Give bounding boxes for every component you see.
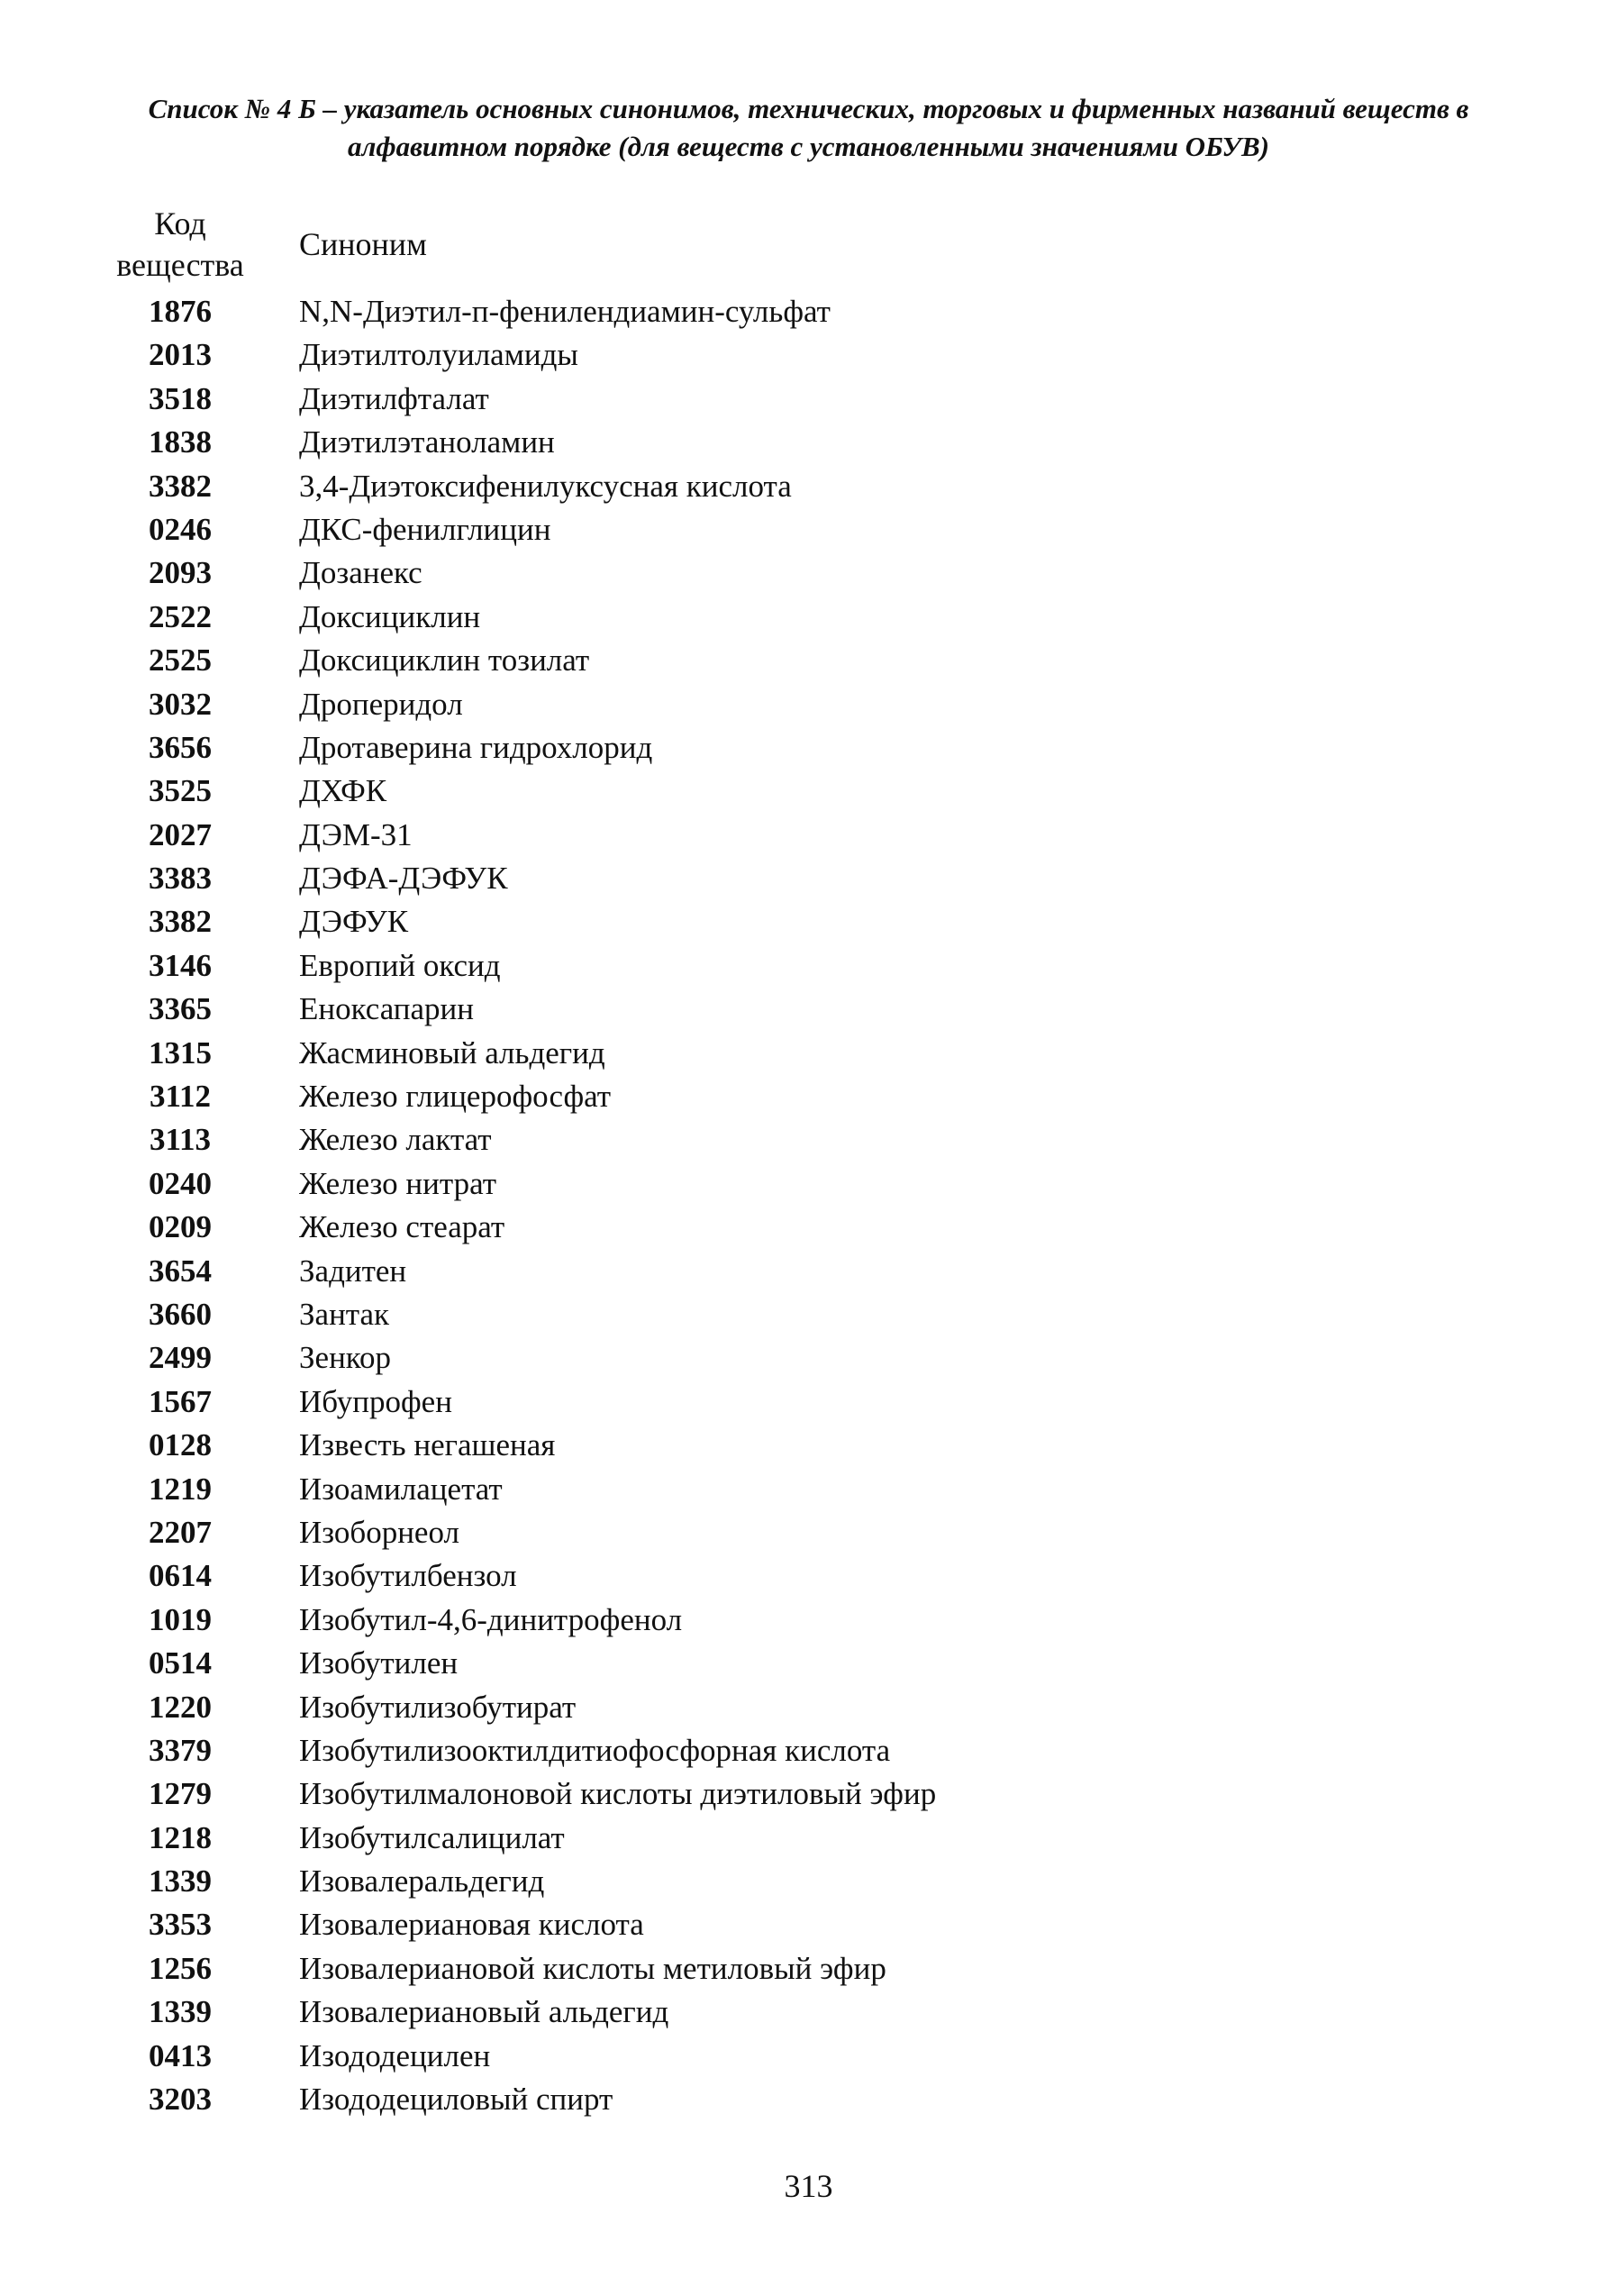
synonym-name: Изобутилсалицилат — [299, 1819, 565, 1855]
table-row — [99, 1515, 1450, 1558]
synonym-table — [99, 200, 1450, 2125]
substance-code: 1567 — [149, 1383, 212, 1419]
table-row — [99, 1166, 1450, 1209]
substance-code: 3654 — [149, 1253, 212, 1289]
substance-code: 1838 — [149, 424, 212, 460]
substance-code: 1876 — [149, 294, 212, 329]
table-row — [99, 424, 1450, 468]
substance-code: 3353 — [149, 1907, 212, 1943]
synonym-name: Известь негашеная — [299, 1427, 556, 1463]
table-row — [99, 1122, 1450, 1165]
table-row — [99, 1035, 1450, 1079]
substance-code: 1220 — [149, 1689, 212, 1725]
synonym-name: Изобутилбензол — [299, 1558, 517, 1594]
caption-line-2: алфавитном порядке (для веществ с установленными значениями ОБУВ) — [347, 131, 1269, 162]
table-row — [99, 512, 1450, 555]
synonym-name: Изододециловый спирт — [299, 2082, 613, 2118]
substance-code: 3203 — [149, 2082, 212, 2118]
substance-code: 0240 — [149, 1165, 212, 1201]
substance-code: 3382 — [149, 904, 212, 940]
header-code-line-2: вещества — [116, 247, 244, 283]
substance-code: 3112 — [149, 1079, 212, 1115]
table-row — [99, 1297, 1450, 1340]
synonym-name: Изовалеральдегид — [299, 1863, 545, 1900]
table-row — [99, 2038, 1450, 2082]
header-synonym: Синоним — [299, 226, 427, 262]
substance-code: 0413 — [149, 2037, 212, 2073]
synonym-name: Изовалериановый альдегид — [299, 1994, 669, 2030]
substance-code: 3032 — [149, 686, 212, 722]
substance-code: 0514 — [149, 1645, 212, 1681]
synonym-name: Европий оксид — [299, 947, 501, 983]
substance-code: 1279 — [149, 1776, 212, 1812]
synonym-name: Еноксапарин — [299, 991, 475, 1027]
substance-code: 3660 — [149, 1296, 212, 1332]
substance-code: 3525 — [149, 773, 212, 809]
synonym-name: 3,4-Диэтоксифенилуксусная кислота — [299, 468, 792, 504]
table-row — [99, 1471, 1450, 1515]
synonym-name: ДЭФУК — [299, 904, 409, 940]
synonym-name: Изобутилмалоновой кислоты диэтиловый эфир — [299, 1776, 937, 1812]
substance-code: 3383 — [149, 861, 212, 897]
synonym-name: Изододецилен — [299, 2037, 491, 2073]
table-row — [99, 687, 1450, 730]
synonym-name: Изоамилацетат — [299, 1471, 503, 1507]
synonym-name: Жасминовый альдегид — [299, 1034, 605, 1071]
synonym-name: Дроперидол — [299, 686, 463, 722]
table-row — [99, 1776, 1450, 1819]
table-row — [99, 1820, 1450, 1863]
table-row — [99, 1994, 1450, 2037]
table-row — [99, 555, 1450, 598]
synonym-name: Изобутилизооктилдитиофосфорная кислота — [299, 1732, 891, 1768]
substance-code: 3518 — [149, 380, 212, 416]
table-body — [99, 294, 1450, 2125]
table-row — [99, 381, 1450, 424]
table-row — [99, 1384, 1450, 1427]
synonym-name: Доксициклин — [299, 598, 481, 634]
table-row — [99, 1209, 1450, 1253]
synonym-name: Изовалериановая кислота — [299, 1907, 644, 1943]
table-row — [99, 1907, 1450, 1950]
substance-code: 3113 — [149, 1122, 212, 1158]
substance-code: 0209 — [149, 1209, 212, 1245]
table-row — [99, 337, 1450, 380]
substance-code: 2525 — [149, 642, 212, 679]
synonym-name: Железо лактат — [299, 1122, 492, 1158]
synonym-name: Диэтилфталат — [299, 380, 489, 416]
synonym-name: Доксициклин тозилат — [299, 642, 590, 679]
synonym-name: Изобутилен — [299, 1645, 459, 1681]
synonym-name: Изобутилизобутират — [299, 1689, 577, 1725]
synonym-name: Зантак — [299, 1296, 390, 1332]
table-row — [99, 948, 1450, 991]
page-number: 313 — [784, 2168, 833, 2204]
caption-line-1: Список № 4 Б – указатель основных синонимов, технических, торговых и фирменных названий веществ в — [148, 93, 1469, 124]
table-row — [99, 817, 1450, 861]
substance-code: 2027 — [149, 816, 212, 852]
substance-code: 1339 — [149, 1994, 212, 2030]
synonym-name: Дозанекс — [299, 555, 422, 591]
table-row — [99, 642, 1450, 686]
table-row — [99, 904, 1450, 947]
synonym-name: N,N-Диэтил-п-фенилендиамин-сульфат — [299, 294, 831, 329]
synonym-name: Изобутил-4,6-динитрофенол — [299, 1601, 683, 1637]
table-row — [99, 1951, 1450, 1994]
list-caption — [72, 90, 1545, 166]
table-row — [99, 1340, 1450, 1383]
substance-code: 3365 — [149, 991, 212, 1027]
table-row — [99, 1733, 1450, 1776]
substance-code: 3656 — [149, 729, 212, 765]
synonym-name: Задитен — [299, 1253, 407, 1289]
substance-code: 2499 — [149, 1340, 212, 1376]
synonym-name: ДХФК — [299, 773, 387, 809]
table-row — [99, 1863, 1450, 1907]
synonym-name: Дротаверина гидрохлорид — [299, 729, 653, 765]
substance-code: 3146 — [149, 947, 212, 983]
synonym-name: Железо нитрат — [299, 1165, 497, 1201]
substance-code: 0128 — [149, 1427, 212, 1463]
table-row — [99, 1602, 1450, 1645]
synonym-name: Железо стеарат — [299, 1209, 505, 1245]
table-row — [99, 1690, 1450, 1733]
substance-code: 1019 — [149, 1601, 212, 1637]
table-row — [99, 991, 1450, 1034]
synonym-name: ДЭМ-31 — [299, 816, 413, 852]
table-row — [99, 730, 1450, 773]
header-code-line-1: Код — [154, 205, 206, 241]
substance-code: 1256 — [149, 1950, 212, 1986]
table-row — [99, 1427, 1450, 1471]
substance-code: 2013 — [149, 337, 212, 373]
synonym-name: ДКС-фенилглицин — [299, 511, 551, 547]
synonym-name: ДЭФА-ДЭФУК — [299, 861, 508, 897]
substance-code: 3382 — [149, 468, 212, 504]
header-code — [99, 203, 261, 286]
synonym-name: Ибупрофен — [299, 1383, 452, 1419]
synonym-name: Изовалериановой кислоты метиловый эфир — [299, 1950, 886, 1986]
synonym-name: Диэтилэтаноламин — [299, 424, 555, 460]
table-row — [99, 1645, 1450, 1689]
table-row — [99, 1253, 1450, 1297]
table-header — [99, 200, 1450, 288]
table-row — [99, 599, 1450, 642]
synonym-name: Диэтилтолуиламиды — [299, 337, 578, 373]
table-row — [99, 469, 1450, 512]
substance-code: 1339 — [149, 1863, 212, 1900]
synonym-name: Железо глицерофосфат — [299, 1079, 612, 1115]
substance-code: 1219 — [149, 1471, 212, 1507]
synonym-name: Зенкор — [299, 1340, 392, 1376]
substance-code: 1315 — [149, 1034, 212, 1071]
substance-code: 0246 — [149, 511, 212, 547]
substance-code: 3379 — [149, 1732, 212, 1768]
table-row — [99, 1558, 1450, 1601]
substance-code: 2522 — [149, 598, 212, 634]
substance-code: 1218 — [149, 1819, 212, 1855]
substance-code: 0614 — [149, 1558, 212, 1594]
table-row — [99, 1079, 1450, 1122]
table-row — [99, 294, 1450, 337]
synonym-name: Изоборнеол — [299, 1514, 459, 1550]
substance-code: 2093 — [149, 555, 212, 591]
table-row — [99, 861, 1450, 904]
table-row — [99, 773, 1450, 816]
table-row — [99, 2082, 1450, 2125]
substance-code: 2207 — [149, 1514, 212, 1550]
